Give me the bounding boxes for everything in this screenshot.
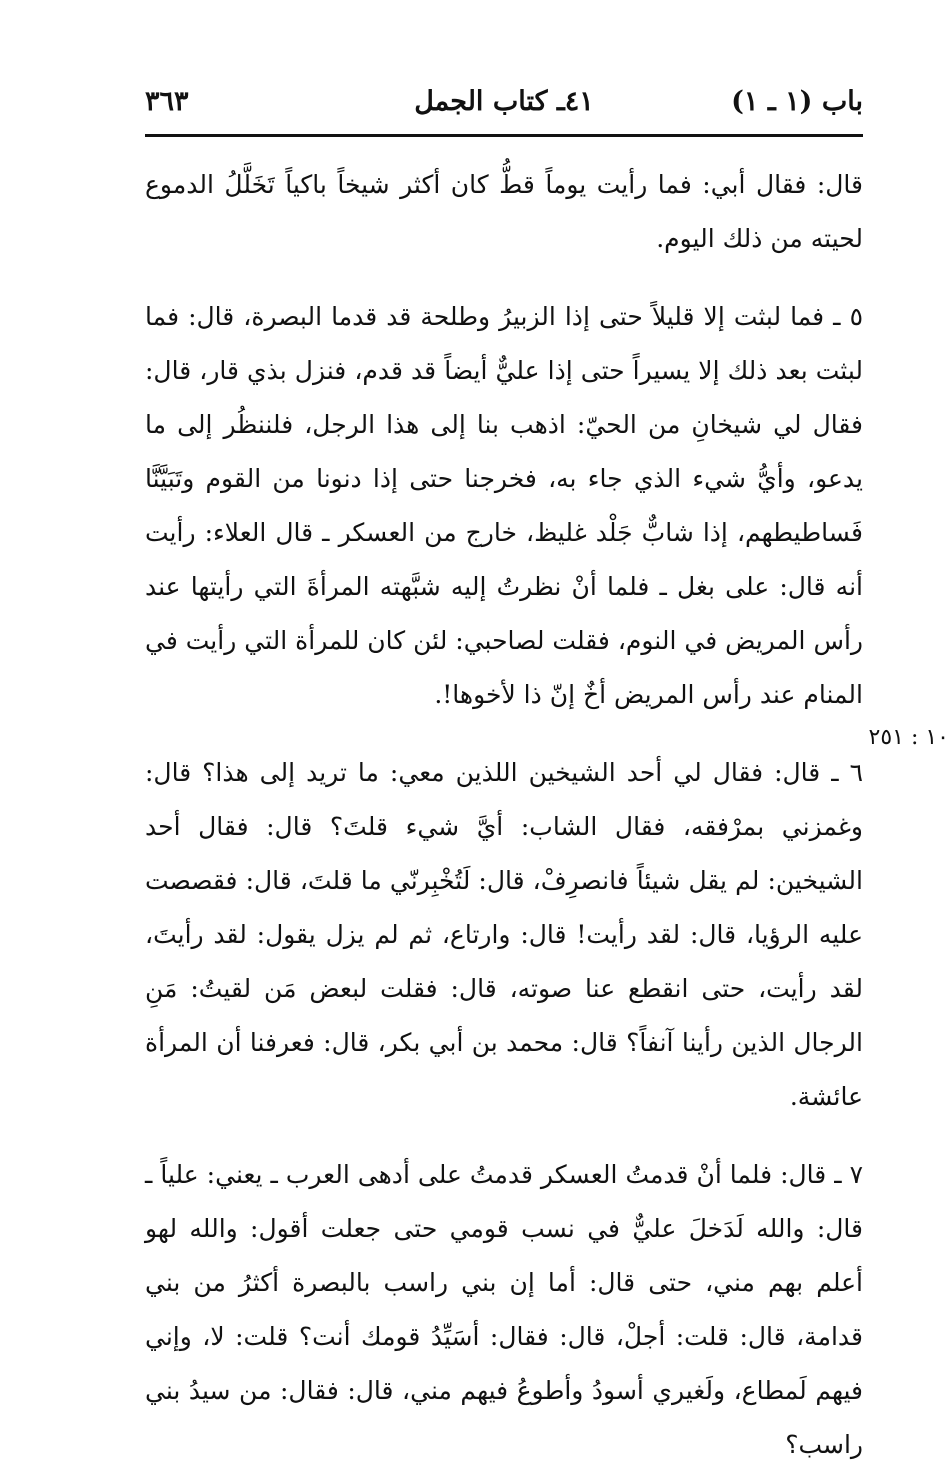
main-text — [145, 158, 863, 1472]
paragraph-5: ٥ ـ فما لبثت إلا قليلاً حتى إذا الزبيرُ وطلحة قد قدما البصرة، قال: فما لبثت بعد ذلك إلا يسيراً حتى إذا عليٌّ أيضاً قد قدم، فنزل بذي قار، قال: فقال لي شيخانِ من الحيّ: اذهب بنا إلى هذا الرجل، فلننظُر إلى ما يدعو، وأيُّ شيء الذي جاء به، فخرجنا حتى إذا دنونا من القوم وتَبَيَّنَّا فَساطيطهم، إذا شابٌّ جَلْد غليظ، خارج من العسكر ـ قال العلاء: رأيت أنه قال: على بغل ـ فلما أنْ نظرتُ إليه شبَّهته المرأةَ التي رأيتها عند رأس المريض في النوم، فقلت لصاحبي: لئن كان للمرأة التي رأيت في المنام عند رأس المريض أخٌ إنّ ذا لأخوها!. — [145, 302, 863, 709]
page-header — [145, 86, 863, 126]
paragraph-7: ٧ ـ قال: فلما أنْ قدمتُ العسكر قدمتُ على أدهى العرب ـ يعني: علياً ـ قال: والله لَدَخلَ عليٌّ في نسب قومي حتى جعلت أقول: والله لهو أعلم بهم مني، حتى قال: أما إن بني راسب بالبصرة أكثرُ من بني قدامة، قال: قلت: أجلْ، قال: فقال: أسَيِّدُ قومك أنت؟ قلت: لا، وإني فيهم لَمطاع، ولَغيري أسودُ وأطوعُ فيهم مني، قال: فقال: من سيدُ بني راسب؟ — [145, 1160, 863, 1459]
paragraph-6: ٦ ـ قال: فقال لي أحد الشيخين اللذين معي: ما تريد إلى هذا؟ قال: وغمزني بمرْفقه، فقال الشاب: أيَّ شيء قلتَ؟ قال: فقال أحد الشيخين: لم يقل شيئاً فانصرِفْ، قال: لَتُخْبِرنّي ما قلتَ، قال: فقصصت عليه الرؤيا، قال: لقد رأيت! قال: وارتاع، ثم لم يزل يقول: لقد رأيتَ، لقد رأيت، حتى انقطع عنا صوته، قال: فقلت لبعض مَن لقيتُ: مَنِ الرجال الذين رأينا آنفاً؟ قال: محمد بن أبي بكر، قال: فعرفنا أن المرأة عائشة. — [145, 758, 864, 1111]
chapter-reference: باب (١ ـ ١) — [731, 86, 863, 117]
book-title: ٤١ـ كتاب الجمل — [414, 86, 594, 117]
header-rule — [145, 134, 863, 137]
paragraph-1: قال: فقال أبي: فما رأيت يوماً قطُّ كان أكثر شيخاً باكياً تَخَلَّلُ الدموع لحيته من ذلك اليوم. — [145, 170, 863, 253]
margin-reference: ١٠ : ٢٥١ — [868, 725, 949, 750]
page-number: ٣٦٣ — [145, 86, 189, 117]
